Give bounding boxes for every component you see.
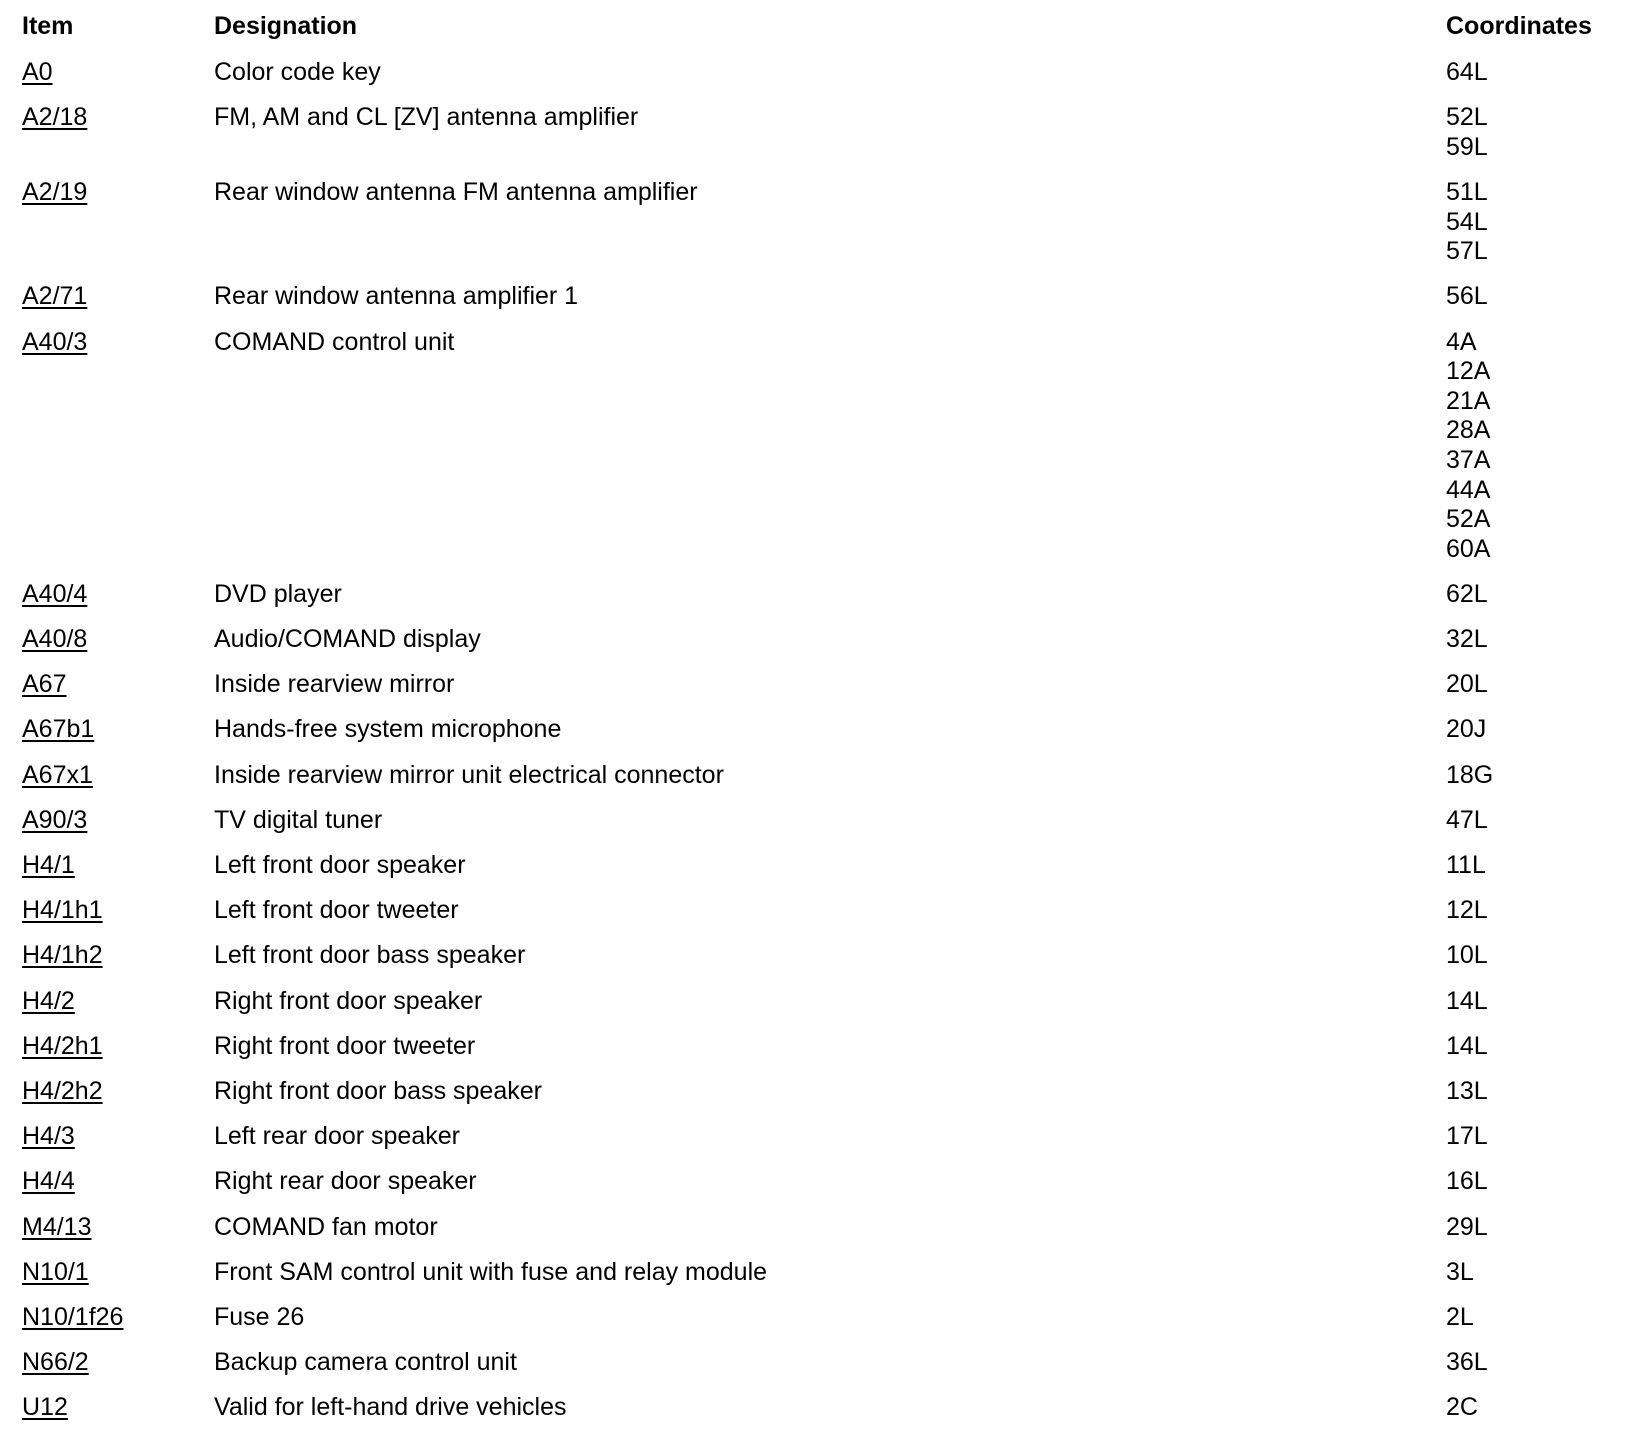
coordinates-cell [1446,1348,1612,1378]
coordinate-value: 21A [1446,386,1491,415]
item-cell [22,670,214,700]
coordinates-cell [1446,1032,1612,1062]
item-link[interactable]: H4/4 [22,1167,75,1196]
table-row [22,1348,1612,1378]
coordinate-value: 52L [1446,103,1488,132]
coordinates-cell [1446,282,1612,312]
item-cell [22,103,214,133]
table-row [22,987,1612,1017]
coordinate-value: 37A [1446,445,1491,474]
item-cell [22,625,214,655]
item-link[interactable]: A90/3 [22,805,88,834]
coordinates-cell [1446,1303,1612,1333]
item-cell [22,580,214,610]
designation-cell: COMAND fan motor [214,1212,438,1241]
table-row [22,328,1612,565]
item-cell [22,1303,214,1333]
coordinates-column-header: Coordinates [1446,12,1592,40]
item-link[interactable]: A2/71 [22,282,88,311]
coordinates-cell [1446,987,1612,1017]
designation-cell: Backup camera control unit [214,1348,517,1377]
coordinates-cell [1446,328,1612,565]
item-link[interactable]: M4/13 [22,1212,92,1241]
coordinate-value: 36L [1446,1348,1488,1377]
table-row [22,670,1612,700]
coordinates-cell [1446,761,1612,791]
component-legend-table [22,10,1612,1438]
coordinate-value: 18G [1446,760,1494,789]
coordinate-value: 57L [1446,237,1488,266]
coordinate-value: 13L [1446,1076,1488,1105]
coordinates-cell [1446,178,1612,267]
table-row [22,1258,1612,1288]
coordinates-cell [1446,715,1612,745]
table-row [22,178,1612,267]
coordinate-value: 12L [1446,896,1488,925]
coordinates-cell [1446,1258,1612,1288]
item-cell [22,328,214,358]
table-row [22,1167,1612,1197]
coordinates-cell [1446,851,1612,881]
table-header-row [22,10,1612,58]
designation-cell: Inside rearview mirror [214,670,455,699]
item-link[interactable]: A0 [22,58,53,86]
designation-column-header: Designation [214,12,358,40]
coordinate-value: 16L [1446,1167,1488,1196]
item-cell [22,1077,214,1107]
designation-cell: Right rear door speaker [214,1167,477,1196]
item-link[interactable]: N66/2 [22,1348,89,1377]
coordinate-value: 62L [1446,579,1488,608]
table-row [22,58,1612,88]
designation-cell: Inside rearview mirror unit electrical connector [214,760,724,789]
designation-cell: Right front door speaker [214,986,483,1015]
designation-cell: Color code key [214,58,381,86]
item-link[interactable]: H4/2 [22,986,75,1015]
coordinate-value: 20L [1446,670,1488,699]
table-row [22,1077,1612,1107]
coordinates-cell [1446,670,1612,700]
coordinate-value: 2L [1446,1302,1474,1331]
item-cell [22,1213,214,1243]
coordinate-value: 11L [1446,851,1486,879]
item-link[interactable]: H4/1h1 [22,896,103,925]
item-cell [22,806,214,836]
coordinate-value: 20J [1446,715,1487,744]
item-link[interactable]: A40/3 [22,327,88,356]
designation-cell: FM, AM and CL [ZV] antenna amplifier [214,103,639,132]
table-row [22,761,1612,791]
table-row [22,580,1612,610]
coordinates-cell [1446,1393,1612,1423]
item-cell [22,987,214,1017]
table-row [22,625,1612,655]
designation-cell: Left front door speaker [214,851,466,879]
coordinate-value: 28A [1446,416,1491,445]
designation-cell: Left rear door speaker [214,1122,460,1151]
item-link[interactable]: N10/1 [22,1257,89,1286]
coordinates-cell [1446,806,1612,836]
coordinate-value: 59L [1446,132,1488,161]
item-cell [22,1258,214,1288]
designation-cell: COMAND control unit [214,327,455,356]
designation-cell: Rear window antenna FM antenna amplifier [214,177,698,206]
coordinate-value: 56L [1446,282,1488,311]
coordinate-value: 60A [1446,534,1491,563]
coordinates-cell [1446,580,1612,610]
item-link[interactable]: H4/1h2 [22,941,103,970]
table-row [22,1032,1612,1062]
item-link[interactable]: N10/1f26 [22,1302,124,1331]
table-row [22,103,1612,162]
designation-cell: Right front door tweeter [214,1031,476,1060]
coordinate-value: 4A [1446,327,1477,356]
coordinate-value: 47L [1446,805,1488,834]
item-link[interactable]: A67x1 [22,760,93,789]
designation-cell: Right front door bass speaker [214,1076,542,1105]
coordinate-value: 3L [1446,1257,1474,1286]
coordinate-value: 14L [1446,1031,1488,1060]
coordinate-value: 54L [1446,207,1488,236]
item-cell [22,1122,214,1152]
item-link[interactable]: A2/19 [22,177,88,206]
designation-cell: DVD player [214,579,342,608]
table-row [22,896,1612,926]
coordinates-cell [1446,103,1612,162]
item-cell [22,761,214,791]
coordinate-value: 14L [1446,986,1488,1015]
coordinate-value: 44A [1446,475,1491,504]
item-link[interactable]: H4/2h1 [22,1031,103,1060]
coordinates-cell [1446,1213,1612,1243]
item-cell [22,58,214,88]
table-row [22,282,1612,312]
item-link[interactable]: H4/3 [22,1122,75,1151]
designation-cell: Rear window antenna amplifier 1 [214,282,579,311]
item-cell [22,851,214,881]
coordinate-value: 12A [1446,357,1491,386]
designation-cell: Left front door tweeter [214,896,459,925]
item-link[interactable]: U12 [22,1393,68,1422]
item-cell [22,1167,214,1197]
designation-cell: Hands-free system microphone [214,715,562,744]
coordinate-value: 10L [1446,941,1488,970]
coordinates-cell [1446,1077,1612,1107]
coordinate-value: 2C [1446,1393,1478,1422]
item-cell [22,1348,214,1378]
item-link[interactable]: A67b1 [22,715,95,744]
table-row [22,1122,1612,1152]
designation-cell: Fuse 26 [214,1302,305,1331]
coordinate-value: 29L [1446,1212,1488,1241]
item-link[interactable]: A2/18 [22,103,88,132]
table-row [22,851,1612,881]
item-cell [22,1032,214,1062]
coordinate-value: 64L [1446,58,1488,86]
item-link[interactable]: A40/8 [22,625,88,654]
coordinate-value: 52A [1446,505,1491,534]
designation-cell: Left front door bass speaker [214,941,526,970]
designation-cell: Front SAM control unit with fuse and relay module [214,1257,768,1286]
item-link[interactable]: A67 [22,670,67,699]
item-cell [22,178,214,208]
item-cell [22,715,214,745]
item-cell [22,896,214,926]
designation-cell: Audio/COMAND display [214,625,481,654]
item-link[interactable]: H4/2h2 [22,1076,103,1105]
item-cell [22,1393,214,1423]
table-row [22,1303,1612,1333]
designation-cell: Valid for left-hand drive vehicles [214,1393,567,1422]
designation-cell: TV digital tuner [214,805,383,834]
coordinates-cell [1446,896,1612,926]
item-link[interactable]: A40/4 [22,579,88,608]
item-cell [22,282,214,312]
table-row [22,806,1612,836]
coordinates-cell [1446,941,1612,971]
coordinates-cell [1446,625,1612,655]
coordinates-cell [1446,58,1612,88]
table-row [22,1213,1612,1243]
coordinate-value: 51L [1446,177,1488,206]
item-cell [22,941,214,971]
coordinates-cell [1446,1167,1612,1197]
table-row [22,1393,1612,1423]
coordinate-value: 32L [1446,625,1488,654]
table-body [22,58,1612,1423]
item-link[interactable]: H4/1 [22,851,75,879]
table-row [22,715,1612,745]
coordinate-value: 17L [1446,1122,1488,1151]
coordinates-cell [1446,1122,1612,1152]
table-row [22,941,1612,971]
item-column-header: Item [22,12,74,40]
